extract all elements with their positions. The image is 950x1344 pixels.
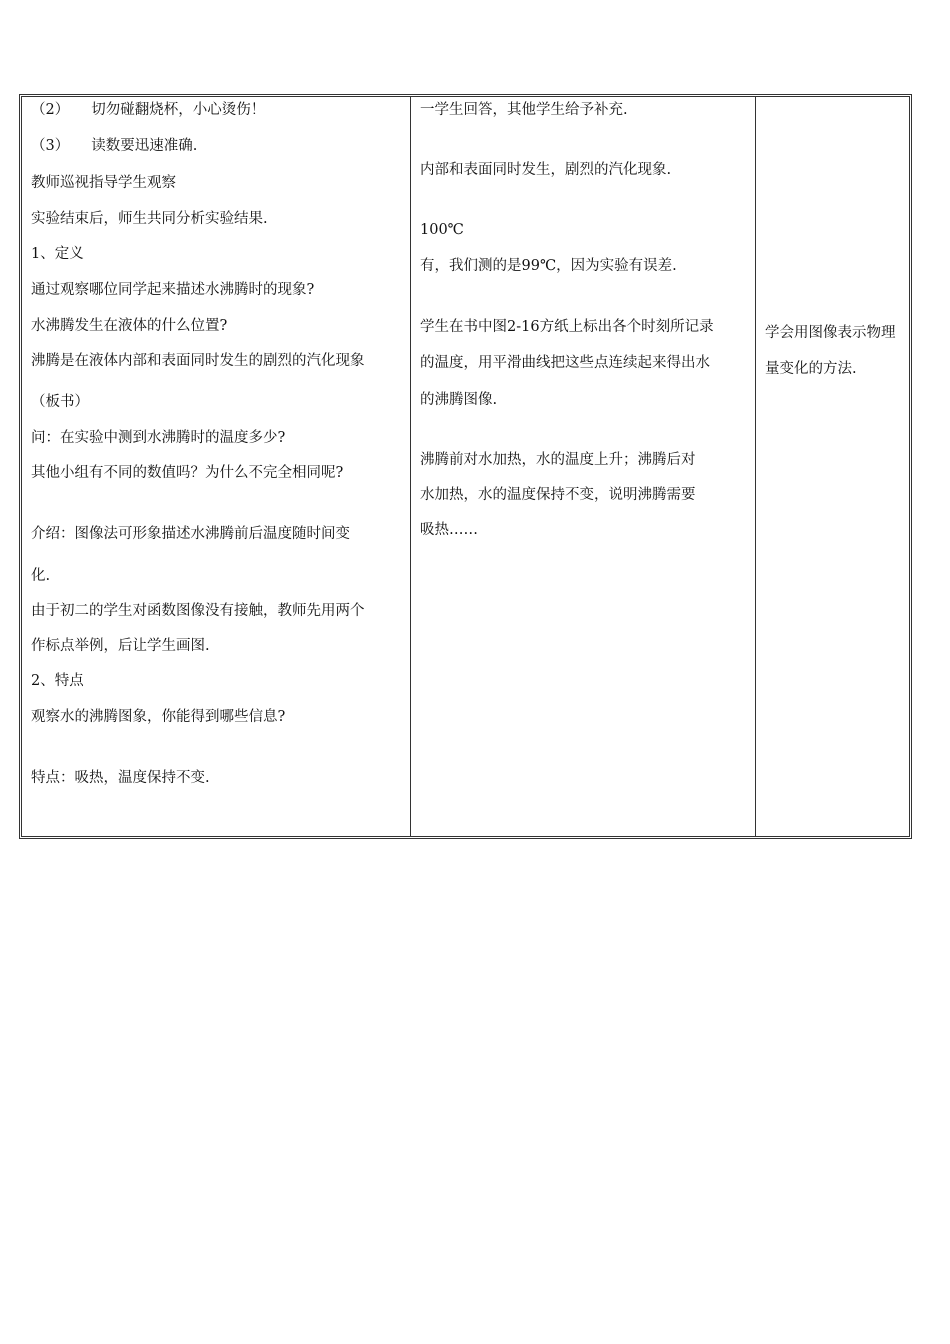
text-line: 作标点举例，后让学生画图.	[31, 638, 210, 654]
text-line: 通过观察哪位同学起来描述水沸腾时的现象?	[31, 282, 315, 298]
text-line: 介绍：图像法可形象描述水沸腾前后温度随时间变	[31, 526, 350, 542]
section-heading: 2、特点	[31, 673, 84, 689]
lesson-table	[19, 94, 912, 839]
text-line: 的温度，用平滑曲线把这些点连续起来得出水	[420, 355, 710, 371]
text-line: 沸腾是在液体内部和表面同时发生的剧烈的汽化现象	[31, 353, 365, 369]
text-line: （板书）	[31, 394, 89, 410]
text-line: 观察水的沸腾图象，你能得到哪些信息?	[31, 709, 286, 725]
student-activity-cell	[411, 97, 756, 836]
design-intent-cell	[756, 97, 909, 836]
text-line: 特点：吸热，温度保持不变.	[31, 770, 210, 786]
text-line: 有，我们测的是99℃，因为实验有误差.	[420, 258, 677, 274]
text-line: 内部和表面同时发生，剧烈的汽化现象.	[420, 162, 672, 178]
text-line: 量变化的方法.	[765, 361, 857, 377]
text-line: 100℃	[420, 222, 464, 238]
text-line: （3） 读数要迅速准确.	[31, 138, 198, 154]
text-line: 学会用图像表示物理	[765, 325, 896, 341]
text-line: 水加热，水的温度保持不变，说明沸腾需要	[420, 487, 696, 503]
text-line: 问：在实验中测到水沸腾时的温度多少?	[31, 430, 286, 446]
text-line: （2） 切勿碰翻烧杯，小心烫伤！	[31, 102, 266, 118]
text-line: 实验结束后，师生共同分析实验结果.	[31, 211, 268, 227]
text-line: 由于初二的学生对函数图像没有接触，教师先用两个	[31, 603, 365, 619]
text-line: 化.	[31, 568, 51, 584]
text-line: 沸腾前对水加热，水的温度上升；沸腾后对	[420, 452, 696, 468]
text-line: 学生在书中图2-16方纸上标出各个时刻所记录	[420, 319, 714, 335]
text-line: 吸热……	[420, 522, 478, 538]
text-line: 教师巡视指导学生观察	[31, 175, 176, 191]
text-line: 水沸腾发生在液体的什么位置?	[31, 318, 228, 334]
section-heading: 1、定义	[31, 246, 84, 262]
text-line: 的沸腾图像.	[420, 392, 498, 408]
text-line: 其他小组有不同的数值吗？为什么不完全相同呢?	[31, 465, 344, 481]
teacher-activity-cell	[22, 97, 411, 836]
text-line: 一学生回答，其他学生给予补充.	[420, 102, 628, 118]
